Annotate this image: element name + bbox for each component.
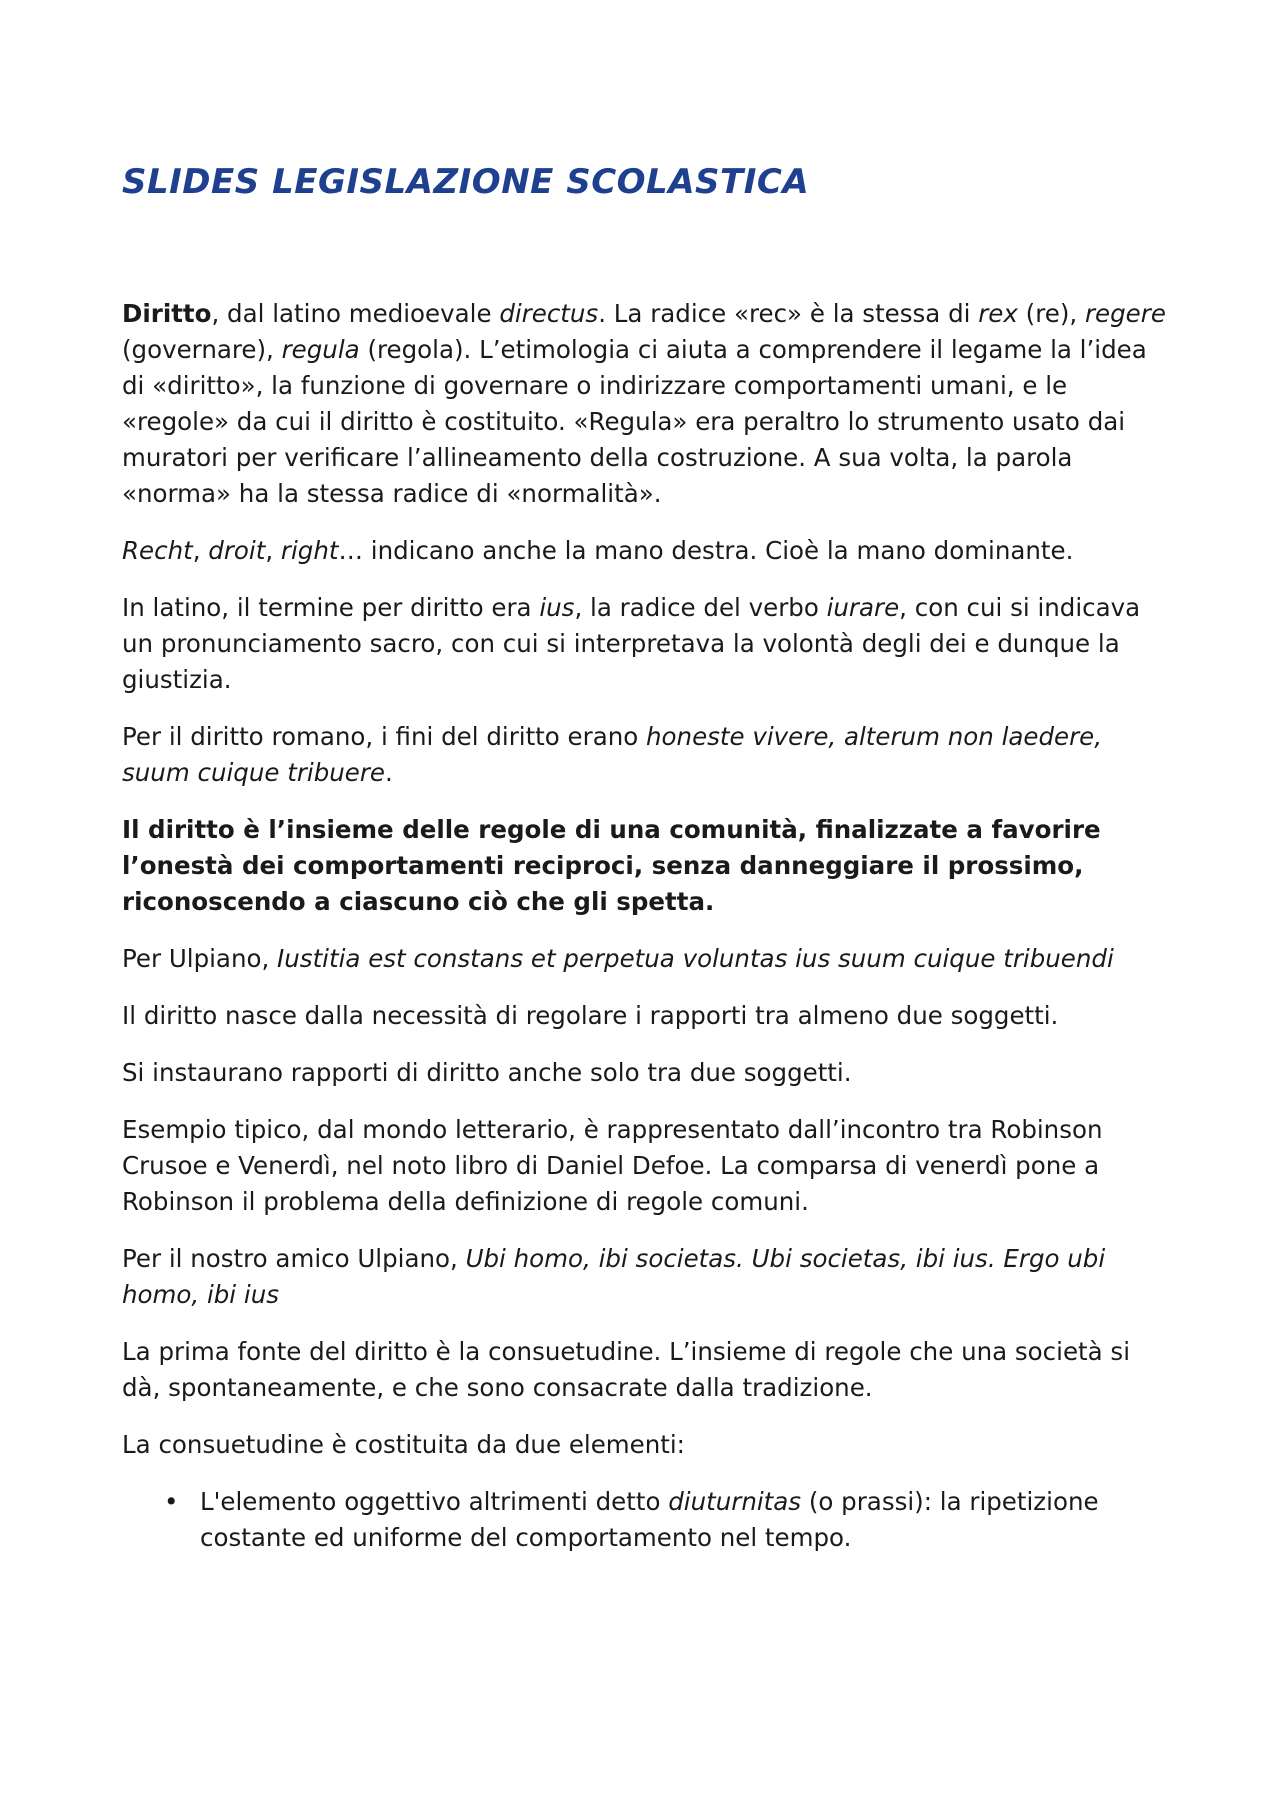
text-span: (regola). L’etimologia ci aiuta a comprendere il legame la l’idea di «diritto», la funzione di governare o indirizzare comportamenti umani, e le «regole» da cui il diritto è costituito. «Regula» era peraltro lo strumento usato dai muratori per verificare l’allineamento della costruzione. A sua volta, la parola «norma» ha la stessa radice di «normalità». [122,335,1147,508]
paragraph-rapporti: Si instaurano rapporti di diritto anche solo tra due soggetti. [122,1058,852,1087]
term-recht: Recht [122,536,193,565]
term-diritto: Diritto [122,299,212,328]
paragraph-ulpiano-iustitia [122,941,1172,977]
text-span: In latino, il termine per diritto era [122,593,540,622]
term-rex: rex [978,299,1018,328]
document-title: SLIDES LEGISLAZIONE SCOLASTICA [122,162,810,202]
bullet-marker: • [164,1487,179,1516]
text-span: , la radice del verbo [574,593,827,622]
paragraph-diritto-etymology [122,296,1172,512]
text-span: (governare), [122,335,282,364]
paragraph-recht-droit-right [122,533,1172,569]
text-span: , dal latino medioevale [211,299,500,328]
text-span: , [265,536,281,565]
text-span: . [385,758,393,787]
term-iurare: iurare [826,593,900,622]
text-span: (o prassi): la ripetizione costante ed uniforme del comportamento nel tempo. [200,1487,1099,1552]
paragraph-elementi: La consuetudine è costituita da due elementi: [122,1430,685,1459]
paragraph-ius [122,590,1172,698]
text-span: Per il diritto romano, i fini del diritto erano [122,722,647,751]
text-span: … indicano anche la mano destra. Cioè la mano dominante. [338,536,1074,565]
text-span: L'elemento oggettivo altrimenti detto [200,1487,669,1516]
document-page [122,158,1172,1556]
text-span: Per Ulpiano, [122,944,278,973]
paragraph-diritto-romano [122,719,1172,791]
bullet-list [122,1484,1172,1556]
paragraph-definition: Il diritto è l’insieme delle regole di una comunità, finalizzate a favorire l’onestà dei comportamenti reciproci, senza danneggiare il prossimo, riconoscendo a ciascuno ciò che gli spetta. [122,815,1101,916]
text-span: Per il nostro amico Ulpiano, [122,1244,466,1273]
term-ius: ius [539,593,575,622]
text-span: . La radice «rec» è la stessa di [598,299,979,328]
term-regere: regere [1084,299,1166,328]
paragraph-ubi-homo [122,1241,1172,1313]
term-regula: regula [281,335,360,364]
paragraph-necessita: Il diritto nasce dalla necessità di regolare i rapporti tra almeno due soggetti. [122,1001,1059,1030]
text-span: , [192,536,209,565]
latin-quote: honeste vivere, alterum non laedere, suum cuique tribuere [122,722,1103,787]
term-diuturnitas: diuturnitas [668,1487,802,1516]
term-right: right [280,536,339,565]
text-span: , con cui si indicava un pronunciamento sacro, con cui si interpretava la volontà degli dei e dunque la giustizia. [122,593,1141,694]
term-directus: directus [499,299,599,328]
list-item [122,1484,1172,1556]
paragraph-consuetudine: La prima fonte del diritto è la consuetudine. L’insieme di regole che una società si dà, spontaneamente, e che sono consacrate dalla tradizione. [122,1337,1131,1402]
latin-quote: Iustitia est constans et perpetua voluntas ius suum cuique tribuendi [277,944,1114,973]
text-span: (re), [1017,299,1085,328]
term-droit: droit [208,536,266,565]
paragraph-robinson: Esempio tipico, dal mondo letterario, è rappresentato dall’incontro tra Robinson Crusoe e Venerdì, nel noto libro di Daniel Defoe. La comparsa di venerdì pone a Robinson il problema della definizione di regole comuni. [122,1115,1103,1216]
latin-quote: Ubi homo, ibi societas. Ubi societas, ibi ius. Ergo ubi homo, ibi ius [122,1244,1106,1309]
